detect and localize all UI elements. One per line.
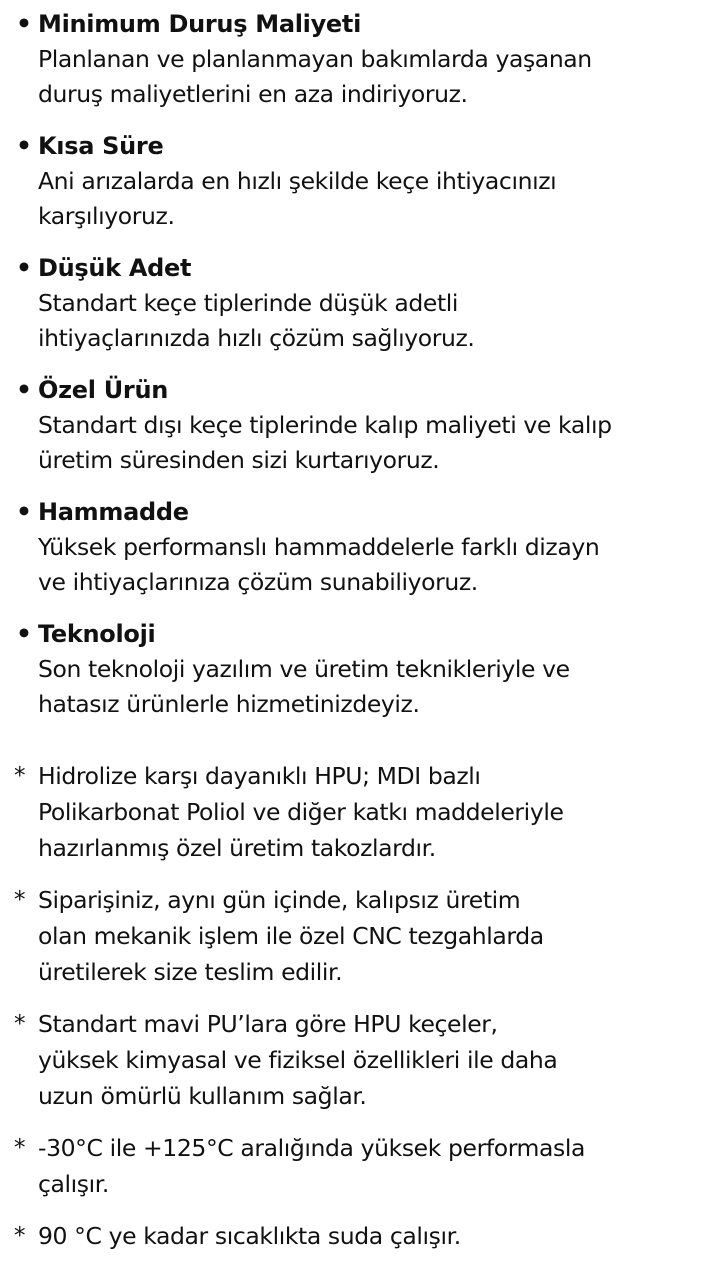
- footnote-line: çalışır.: [38, 1170, 109, 1198]
- footnote-item: [14, 1218, 714, 1254]
- feature-title: Hammadde: [38, 498, 189, 526]
- feature-description-line: Son teknoloji yazılım ve üretim teknikleriyle ve: [38, 655, 570, 683]
- feature-title: Özel Ürün: [38, 376, 169, 404]
- bullet-icon: •: [16, 619, 32, 648]
- footnote-item: [14, 882, 714, 990]
- footnote-line: Polikarbonat Poliol ve diğer katkı maddeleriyle: [38, 798, 564, 826]
- feature-item: [14, 6, 714, 112]
- feature-item: [14, 494, 714, 600]
- feature-title: Kısa Süre: [38, 132, 164, 160]
- asterisk-icon: *: [14, 1135, 26, 1161]
- feature-item: [14, 250, 714, 356]
- footnote-line: uzun ömürlü kullanım sağlar.: [38, 1082, 367, 1110]
- bullet-icon: •: [16, 253, 32, 282]
- feature-description-line: Standart keçe tiplerinde düşük adetli: [38, 289, 459, 317]
- feature-item: [14, 372, 714, 478]
- bullet-icon: •: [16, 131, 32, 160]
- footnote-line: Siparişiniz, aynı gün içinde, kalıpsız üretim: [38, 886, 521, 914]
- feature-title: Düşük Adet: [38, 254, 192, 282]
- asterisk-icon: *: [14, 1011, 26, 1037]
- feature-title: Minimum Duruş Maliyeti: [38, 10, 362, 38]
- feature-item: [14, 128, 714, 234]
- asterisk-icon: *: [14, 887, 26, 913]
- feature-description-line: hatasız ürünlerle hizmetinizdeyiz.: [38, 690, 420, 718]
- footnote-line: hazırlanmış özel üretim takozlardır.: [38, 834, 436, 862]
- footnote-item: [14, 1006, 714, 1114]
- footnote-line: 90 °C ye kadar sıcaklıkta suda çalışır.: [38, 1222, 461, 1250]
- footnote-line: olan mekanik işlem ile özel CNC tezgahlarda: [38, 922, 544, 950]
- asterisk-icon: *: [14, 1223, 26, 1249]
- feature-description-line: ve ihtiyaçlarınıza çözüm sunabiliyoruz.: [38, 568, 478, 596]
- feature-title: Teknoloji: [38, 620, 156, 648]
- feature-description-line: duruş maliyetlerini en aza indiriyoruz.: [38, 80, 468, 108]
- footnote-list: [14, 758, 714, 1254]
- feature-description-line: Ani arızalarda en hızlı şekilde keçe ihtiyacınızı: [38, 167, 557, 195]
- bullet-icon: •: [16, 9, 32, 38]
- footnote-line: üretilerek size teslim edilir.: [38, 958, 343, 986]
- feature-description-line: karşılıyoruz.: [38, 202, 175, 230]
- bullet-icon: •: [16, 497, 32, 526]
- feature-list: [14, 6, 714, 722]
- feature-item: [14, 616, 714, 722]
- feature-description-line: Standart dışı keçe tiplerinde kalıp maliyeti ve kalıp: [38, 411, 612, 439]
- feature-description-line: Planlanan ve planlanmayan bakımlarda yaşanan: [38, 45, 592, 73]
- footnote-line: yüksek kimyasal ve fiziksel özellikleri ile daha: [38, 1046, 558, 1074]
- feature-description-line: ihtiyaçlarınızda hızlı çözüm sağlıyoruz.: [38, 324, 475, 352]
- footnote-item: [14, 1130, 714, 1202]
- footnote-line: Standart mavi PU’lara göre HPU keçeler,: [38, 1010, 498, 1038]
- bullet-icon: •: [16, 375, 32, 404]
- footnote-line: -30°C ile +125°C aralığında yüksek performasla: [38, 1134, 586, 1162]
- footnote-line: Hidrolize karşı dayanıklı HPU; MDI bazlı: [38, 762, 481, 790]
- asterisk-icon: *: [14, 763, 26, 789]
- feature-description-line: üretim süresinden sizi kurtarıyoruz.: [38, 446, 440, 474]
- feature-description-line: Yüksek performanslı hammaddelerle farklı dizayn: [38, 533, 600, 561]
- footnote-item: [14, 758, 714, 866]
